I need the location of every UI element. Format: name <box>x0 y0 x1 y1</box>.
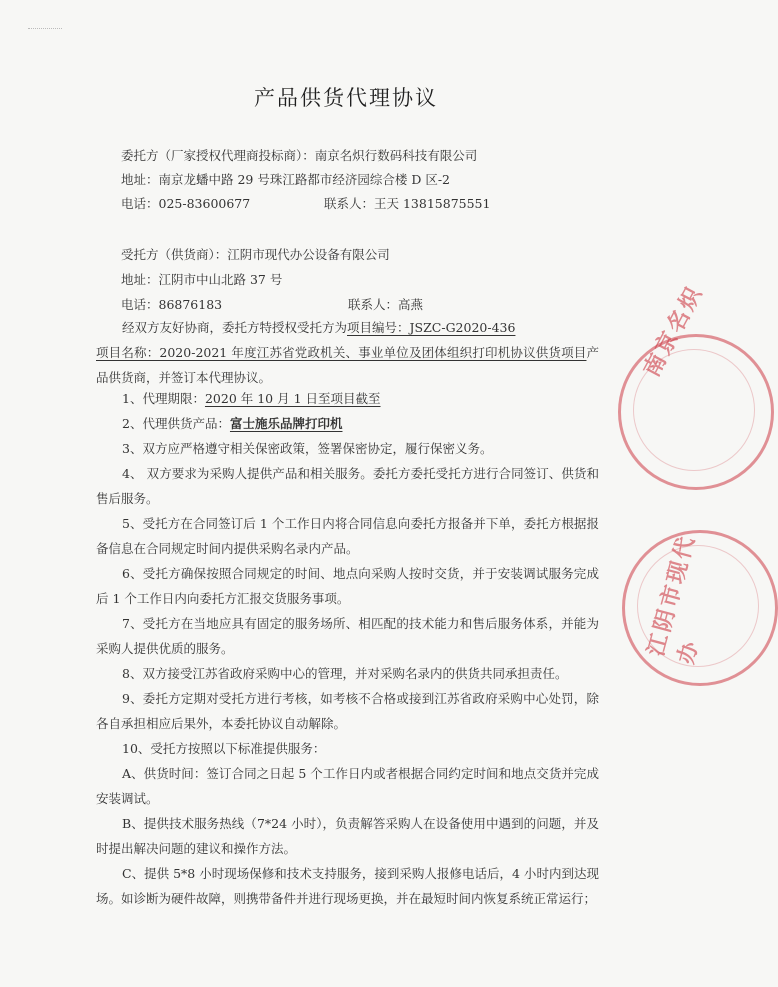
clause-1 <box>96 386 599 411</box>
clause-8-text: 8、双方接受江苏省政府采购中心的管理，并对采购名录内的供货共同承担责任。 <box>122 666 568 681</box>
clause-10-text: 10、受托方按照以下标准提供服务： <box>122 741 326 756</box>
clause-3 <box>96 436 599 461</box>
principal-phone: 电话：025-83600677 <box>121 196 251 211</box>
clause-6-text: 6、受托方确保按照合同规定的时间、地点向采购人按时交货，并于安装调试服务完成后 1 个工作日内向委托方汇报交货服务事项。 <box>96 566 599 606</box>
clause-4-text: 4、 双方要求为采购人提供产品和相关服务。委托方委托受托方进行合同签订、供货和售后服务。 <box>96 466 599 506</box>
scan-mark <box>28 28 62 39</box>
agent-phone: 电话：86876183 <box>121 297 223 312</box>
company-seal-2 <box>622 530 778 686</box>
clause-6 <box>96 561 599 611</box>
company-seal-1 <box>618 281 774 490</box>
clause-c-text: C、提供 5*8 小时现场保修和技术支持服务，接到采购人报修电话后，4 小时内到达现场。如诊断为硬件故障，则携带备件并进行现场更换，并在最短时间内恢复系统正常运行； <box>96 866 599 906</box>
principal-address: 地址：南京龙蟠中路 29 号珠江路都市经济园综合楼 D 区-2 <box>121 172 450 187</box>
seal-2-text: 江阴市现代办 <box>643 531 705 667</box>
agency-period: 2020 年 10 月 1 日至项目截至 <box>204 391 381 406</box>
project-name: 项目名称：2020-2021 年度江苏省党政机关、事业单位及团体组织打印机协议供货项目 <box>96 345 587 360</box>
agency-product: 富士施乐品牌打印机 <box>229 416 343 431</box>
seal-1-text: 南京名炽 <box>639 281 709 382</box>
clause-4 <box>96 461 599 511</box>
agent-name: 受托方（供货商）：江阴市现代办公设备有限公司 <box>121 247 390 262</box>
principal-contact: 联系人：王天 13815875551 <box>324 196 491 211</box>
clause-7-text: 7、受托方在当地应具有固定的服务场所、相匹配的技术能力和售后服务体系，并能为采购人提供优质的服务。 <box>96 616 599 656</box>
project-number: 项目编号：JSZC-G2020-436 <box>347 320 516 335</box>
clause-c <box>96 861 599 911</box>
intro-paragraph <box>96 315 599 390</box>
clause-2-label: 2、代理供货产品： <box>122 416 230 431</box>
clause-7 <box>96 611 599 661</box>
clause-5 <box>96 511 599 561</box>
principal-name: 委托方（厂家授权代理商投标商）：南京名炽行数码科技有限公司 <box>121 148 478 163</box>
clause-5-text: 5、受托方在合同签订后 1 个工作日内将合同信息向委托方报备并下单，委托方根据报备信息在合同规定时间内提供采购名录内产品。 <box>96 516 599 556</box>
intro-text: 经双方友好协商，委托方特授权受托方为 <box>122 320 348 335</box>
clause-3-text: 3、双方应严格遵守相关保密政策，签署保密协定，履行保密义务。 <box>122 441 493 456</box>
clause-9 <box>96 686 599 736</box>
clause-b <box>96 811 599 861</box>
clause-10 <box>96 736 599 761</box>
intro-ending: 产品供货商，并签订本代理协议。 <box>96 345 599 385</box>
agent-contact: 联系人：高燕 <box>348 297 424 312</box>
agent-address: 地址：江阴市中山北路 37 号 <box>121 272 283 287</box>
clause-8 <box>96 661 599 686</box>
clause-1-label: 1、代理期限： <box>122 391 205 406</box>
document-title: 产品供货代理协议 <box>254 86 438 110</box>
clause-9-text: 9、委托方定期对受托方进行考核，如考核不合格或接到江苏省政府采购中心处罚，除各自承担相应后果外，本委托协议自动解除。 <box>96 691 599 731</box>
clause-2 <box>96 411 599 436</box>
clause-a-text: A、供货时间：签订合同之日起 5 个工作日内或者根据合同约定时间和地点交货并完成安装调试。 <box>96 766 599 806</box>
clause-a <box>96 761 599 811</box>
clause-b-text: B、提供技术服务热线（7*24 小时），负责解答采购人在设备使用中遇到的问题，并及时提出解决问题的建议和操作方法。 <box>96 816 599 856</box>
